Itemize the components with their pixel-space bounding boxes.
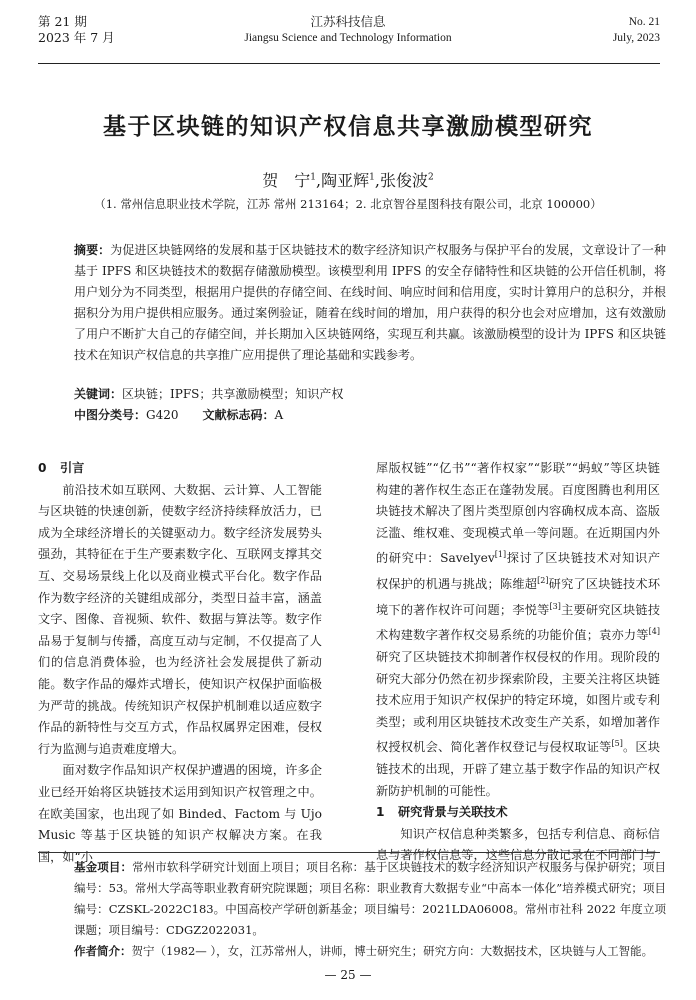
date-en: July, 2023 <box>612 32 660 44</box>
abstract-label: 摘要： <box>74 243 111 257</box>
date-cn: 2023 年 7 月 <box>38 30 115 45</box>
citation-ref[interactable]: [4] <box>648 627 660 637</box>
keywords-label: 关键词： <box>74 387 123 401</box>
page-number: — 25 — <box>324 968 372 982</box>
author-bio-label: 作者简介： <box>74 944 132 958</box>
doc-code-label: 文献标志码： <box>202 408 275 422</box>
citation-ref[interactable]: [1] <box>494 550 507 560</box>
right-column <box>376 458 660 867</box>
author-name: 张俊波 <box>379 171 428 190</box>
author-bio <box>74 941 666 962</box>
affiliations: （1. 常州信息职业技术学院，江苏 常州 213164；2. 北京智谷星图科技有限公司，北京 100000） <box>94 197 602 211</box>
author-sep: , <box>374 171 380 190</box>
keywords <box>74 384 666 405</box>
doc-code-value: A <box>274 408 284 422</box>
abstract <box>74 240 666 366</box>
author-sep: , <box>316 171 322 190</box>
fund-note <box>74 857 666 941</box>
footnotes <box>74 857 666 962</box>
fund-label: 基金项目： <box>74 860 133 874</box>
clc-label: 中图分类号： <box>74 408 147 422</box>
citation-ref[interactable]: [2] <box>537 576 549 586</box>
author-affil-mark: 1 <box>369 172 375 183</box>
section-title: 研究背景与关联技术 <box>398 805 508 820</box>
header-rule <box>38 63 660 64</box>
issue-en: No. 21 <box>628 16 660 28</box>
citation-ref[interactable]: [3] <box>549 601 561 611</box>
author-list <box>0 168 696 191</box>
section-title: 引言 <box>60 461 85 475</box>
article-title: 基于区块链的知识产权信息共享激励模型研究 <box>103 114 593 140</box>
footnote-rule <box>38 852 660 853</box>
citation-ref[interactable]: [5] <box>611 739 623 749</box>
author-affil-mark: 1 <box>310 172 317 183</box>
abstract-text: 为促进区块链网络的发展和基于区块链技术的数字经济知识产权服务与保护平台的发展，文章设计了一种基于 IPFS 和区块链技术的数据存储激励模型。该模型利用 IPFS 的安全存储特性和区块链的公开信任机制，将用户划分为不同类型，根据用户提供的存储空间、在线时间、响应时间和信用度，实时计算用户的总积分，并根据积分为用户提供相应服务。通过案例验证，随着在线时间的增加，用户获得的积分也会对应增加，这有效激励了用户不断扩大自己的存储空间，并长期加入区块链网络，实现互利共赢。该激励模型的设计为 IPFS 和区块链技术在知识产权信息的共享推广应用提供了理论基础和实践参考。 <box>74 243 667 362</box>
header-center <box>0 14 696 46</box>
section-heading <box>376 802 660 824</box>
author-name: 贺 宁 <box>262 171 311 190</box>
paragraph: 前沿技术如互联网、大数据、云计算、人工智能与区块链的快速创新，使数字经济持续释放活力，已成为全球经济增长的关键驱动力。数字经济发展势头强劲，其特征在于生产要素数字化、互联网支撑其交互、交易场景线上化以及商业模式平台化。数字作品作为数字经济的关键组成部分，类型日益丰富，涵盖文字、图像、音视频、软件、数据与算法等。数字作品易于复制与传播，高度互动与定制，不仅提高了人们的信息消费体验，也为经济社会发展提供了新动能。数字作品的爆炸式增长，使知识产权保护面临极为严苛的挑战。传统知识产权保护机制难以适应数字作品的新特性与交互方式，作品权属界定困难，侵权行为监测与追责难度增大。 <box>38 482 322 756</box>
section-heading <box>38 458 322 480</box>
author-name: 陶亚辉 <box>321 171 370 190</box>
paragraph: 知识产权信息种类繁多，包括专利信息、商标信息与著作权信息等，这些信息分散记录在不同部门与 <box>376 826 660 863</box>
left-column <box>38 458 322 868</box>
issue-cn: 第 21 期 <box>38 14 87 29</box>
fund-text: 常州市软科学研究计划面上项目；项目名称：基于区块链技术的数字经济知识产权服务与保护研究；项目编号：53。常州大学高等职业教育研究院课题；项目名称：职业教育大数据专业“中高本一体化”培养模式研究；项目编号：CZSKL-2022C183。中国高校产学研创新基金；项目编号：2021LDA06008。常州市社科 2022 年度立项课题；项目编号：CDGZ2022031。 <box>74 860 667 937</box>
journal-en: Jiangsu Science and Technology Information <box>244 32 452 44</box>
classification <box>74 405 666 426</box>
paragraph: 犀版权链”“亿书”“著作权家”“影联”“蚂蚁”等区块链构建的著作权生态正在蓬勃发展。百度图腾也利用区块链技术解决了图片类型原创内容确权成本高、盗版泛滥、维权难、变现模式单一等问题。在近期国内外的研究中：Savelyev[1]探讨了区块链技术对知识产权保护的机遇与挑战；陈维超[2]研究了区块链技术环境下的著作权许可问题；李悦等[3]主要研究区块链技术构建数字著作权交易系统的功能价值；袁亦力等[4]研究了区块链技术抑制著作权侵权的作用。现阶段的研究大部分仍然在初步探索阶段，主要关注将区块链技术应用于知识产权保护的特定环境，如图片或专利类型；或利用区块链技术改变生产关系，如增加著作权授权机会、简化著作权登记与侵权取证等[5]。区块链技术的出现，开辟了建立基于数字作品的知识产权新防护机制的可能性。 <box>376 461 661 798</box>
section-number: 1 <box>376 805 385 820</box>
section-number: 0 <box>38 461 47 475</box>
author-bio-text: 贺宁（1982— ），女，江苏常州人，讲师，博士研究生；研究方向：大数据技术，区块链与人工智能。 <box>131 944 654 958</box>
keywords-text: 区块链；IPFS；共享激励模型；知识产权 <box>122 387 344 401</box>
clc-value: G420 <box>146 408 179 422</box>
author-affil-mark: 2 <box>427 172 434 183</box>
running-header <box>0 0 696 70</box>
header-right <box>613 14 660 46</box>
paragraph: 面对数字作品知识产权保护遭遇的困境，许多企业已经开始将区块链技术运用到知识产权管理之中。在欧美国家，也出现了如 Binded、Factom 与 Ujo Music 等基于区块链的知识产权解决方案。在我国，如“小 <box>38 763 322 864</box>
journal-cn: 江苏科技信息 <box>310 14 386 29</box>
